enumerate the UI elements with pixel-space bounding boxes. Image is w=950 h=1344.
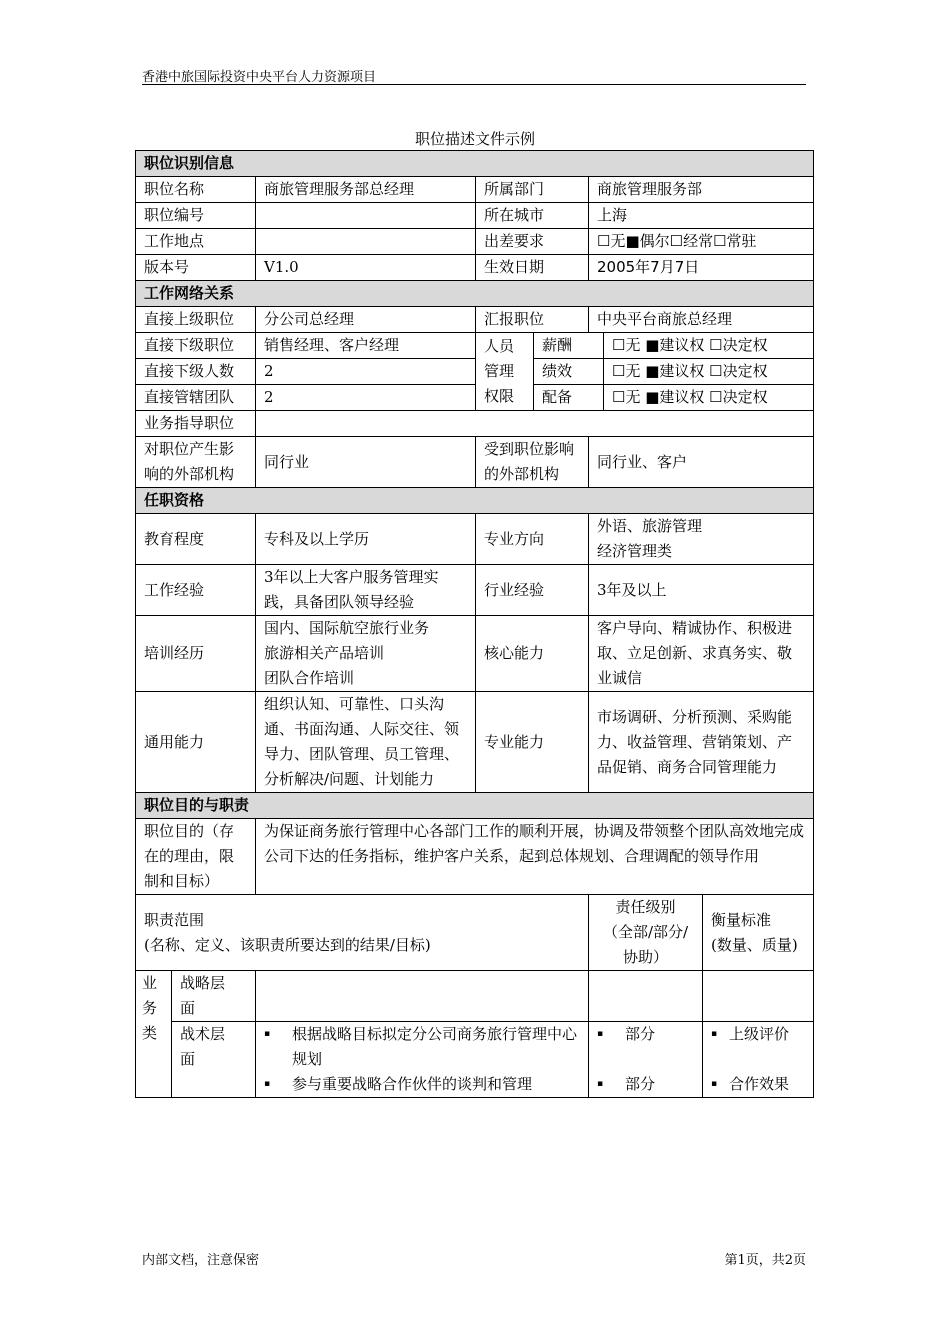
duty-measure-header: 衡量标准 (数量、质量) (703, 895, 814, 971)
cell-value: 国内、国际航空旅行业务 旅游相关产品培训 团队合作培训 (256, 616, 476, 692)
list-item (264, 1022, 580, 1072)
cell-label: 直接下级人数 (136, 359, 256, 385)
document-title: 职位描述文件示例 (414, 130, 535, 148)
table-row (136, 385, 814, 411)
cell-label: 专业能力 (476, 692, 589, 793)
cell-value: 3年以上大客户服务管理实践，具备团队领导经验 (256, 565, 476, 616)
cell-label: 版本号 (136, 255, 256, 281)
job-description-table (135, 150, 814, 1098)
cell-label: 职位编号 (136, 203, 256, 229)
duty-text: 根据战略目标拟定分公司商务旅行管理中心规划 (292, 1025, 578, 1068)
cell-label: 专业方向 (476, 514, 589, 565)
strategic-label: 战略层 面 (172, 971, 256, 1022)
cell-label: 直接管辖团队 (136, 385, 256, 411)
cell-value: 商旅管理服务部总经理 (256, 177, 476, 203)
table-row (136, 514, 814, 565)
cell-value: ☐无 ■建议权 ☐决定权 (604, 359, 814, 385)
tactical-content (256, 1022, 589, 1098)
tactical-measure (703, 1022, 814, 1098)
cell-value: 组织认知、可靠性、口头沟通、书面沟通、人际交往、领导力、团队管理、员工管理、分析解决/问题、计划能力 (256, 692, 476, 793)
section-title: 工作网络关系 (136, 281, 814, 307)
cell-value: ☐无 ■建议权 ☐决定权 (604, 333, 814, 359)
cell-label: 出差要求 (476, 229, 589, 255)
page-header: 香港中旅国际投资中央平台人力资源项目 (142, 70, 377, 85)
cell-label: 生效日期 (476, 255, 589, 281)
cell-label: 所在城市 (476, 203, 589, 229)
cell-value: 市场调研、分析预测、采购能力、收益管理、营销策划、产品促销、商务合同管理能力 (589, 692, 814, 793)
strategic-level (589, 971, 703, 1022)
cell-label: 直接下级职位 (136, 333, 256, 359)
list-item (711, 1022, 805, 1072)
table-row (136, 971, 814, 1022)
table-row (136, 307, 814, 333)
cell-value: 销售经理、客户经理 (256, 333, 476, 359)
cell-value: 外语、旅游管理 经济管理类 (589, 514, 814, 565)
purpose-value (256, 819, 814, 895)
cell-label: 通用能力 (136, 692, 256, 793)
cell-value (256, 203, 476, 229)
purpose-text-a: 为保证商务旅行管理中心各部门工作的顺利开展，协调及带领 (264, 822, 670, 840)
table-row (136, 333, 814, 359)
cell-value: ☐无 ■建议权 ☐决定权 (604, 385, 814, 411)
table-row (136, 692, 814, 793)
table-row (136, 616, 814, 692)
bullet-icon: ▪ (597, 1079, 604, 1089)
cell-value: 客户导向、精诚协作、积极进取、立足创新、求真务实、敬业诚信 (589, 616, 814, 692)
cell-value: 同行业 (256, 437, 476, 488)
table-row (136, 819, 814, 895)
measure-text: 合作效果 (729, 1075, 790, 1093)
section-purpose (136, 793, 814, 819)
duty-text: 参与重要战略合作伙伴的谈判和管理 (292, 1075, 533, 1093)
bullet-icon: ▪ (711, 1079, 718, 1089)
cell-value: 分公司总经理 (256, 307, 476, 333)
cell-label: 行业经验 (476, 565, 589, 616)
purpose-label: 职位目的（存在的理由，限制和目标） (136, 819, 256, 895)
cell-label: 业务指导职位 (136, 411, 256, 437)
cell-label: 绩效 (534, 359, 604, 385)
table-row (136, 411, 814, 437)
table-row (136, 359, 814, 385)
bullet-icon: ▪ (597, 1029, 604, 1039)
cell-value: 上海 (589, 203, 814, 229)
cell-value (256, 229, 476, 255)
cell-value: 中央平台商旅总经理 (589, 307, 814, 333)
cell-value: 2005年7月7日 (589, 255, 814, 281)
section-title: 任职资格 (136, 488, 814, 514)
header-rule (142, 84, 806, 85)
cell-label: 工作地点 (136, 229, 256, 255)
bullet-icon: ▪ (711, 1029, 718, 1039)
cell-label: 所属部门 (476, 177, 589, 203)
section-title: 职位目的与职责 (136, 793, 814, 819)
cell-value: 2 (256, 359, 476, 385)
cell-value: 专科及以上学历 (256, 514, 476, 565)
cell-label: 教育程度 (136, 514, 256, 565)
section-identity (136, 151, 814, 177)
cell-value: 3年及以上 (589, 565, 814, 616)
table-row (136, 565, 814, 616)
purpose-text-b: 整个团队高效地完成公司下达的任务指标，维护客户关系，起到总体规划、合理调配的领导作用 (264, 822, 805, 865)
cell-label: 配备 (534, 385, 604, 411)
cell-value: V1.0 (256, 255, 476, 281)
duty-scope-header: 职责范围 (名称、定义、该职责所要达到的结果/目标) (136, 895, 589, 971)
cell-label: 工作经验 (136, 565, 256, 616)
duty-category: 业 务 类 (136, 971, 172, 1098)
cell-label: 直接上级职位 (136, 307, 256, 333)
cell-value: 商旅管理服务部 (589, 177, 814, 203)
cell-label: 受到职位影响的外部机构 (476, 437, 589, 488)
cell-value (256, 411, 814, 437)
cell-value: ☐无■偶尔☐经常☐常驻 (589, 229, 814, 255)
cell-label: 薪酬 (534, 333, 604, 359)
table-row (136, 229, 814, 255)
table-row (136, 255, 814, 281)
tactical-label: 战术层 面 (172, 1022, 256, 1098)
list-item (264, 1072, 580, 1097)
table-row (136, 177, 814, 203)
section-title: 职位识别信息 (136, 151, 814, 177)
section-qualification (136, 488, 814, 514)
section-network (136, 281, 814, 307)
list-item (597, 1022, 694, 1072)
bullet-icon: ▪ (264, 1079, 271, 1089)
tactical-level (589, 1022, 703, 1098)
authority-label: 人员 管理 权限 (476, 333, 534, 411)
bullet-icon: ▪ (264, 1029, 271, 1039)
list-item (711, 1072, 805, 1097)
duty-level-header: 责任级别 （全部/部分/协助） (589, 895, 703, 971)
cell-label: 培训经历 (136, 616, 256, 692)
cell-label: 核心能力 (476, 616, 589, 692)
cell-label: 对职位产生影响的外部机构 (136, 437, 256, 488)
table-row (136, 437, 814, 488)
cell-value: 2 (256, 385, 476, 411)
footer-confidential: 内部文档，注意保密 (142, 1253, 260, 1268)
strategic-content (256, 971, 589, 1022)
table-row (136, 203, 814, 229)
table-row (136, 895, 814, 971)
list-item (597, 1072, 694, 1097)
cell-label: 职位名称 (136, 177, 256, 203)
table-row (136, 1022, 814, 1098)
cell-value: 同行业、客户 (589, 437, 814, 488)
footer-page-number: 第1页，共2页 (724, 1253, 806, 1268)
level-text: 部分 (625, 1025, 656, 1043)
cell-label: 汇报职位 (476, 307, 589, 333)
strategic-measure (703, 971, 814, 1022)
level-text: 部分 (625, 1075, 656, 1093)
measure-text: 上级评价 (729, 1025, 790, 1043)
